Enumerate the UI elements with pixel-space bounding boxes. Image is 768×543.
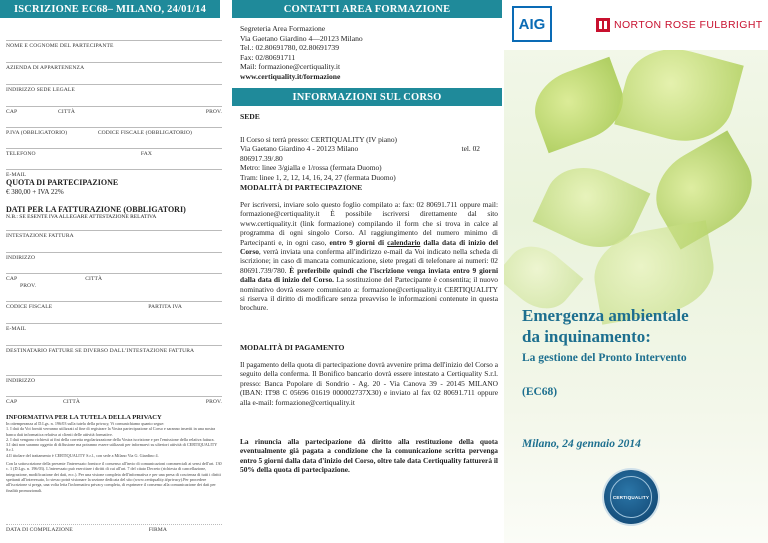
- course-date: Milano, 24 gennaio 2014: [522, 438, 641, 450]
- cover-title-line-1: Emergenza ambientale: [522, 306, 689, 325]
- participation-text: Per iscriversi, inviare solo questo foglio compilato a: fax: 02 80691.711 oppure mail: formazione@certiquality.it È possibile iscriversi direttamente dal sito www.certiquality.it (link formazione) compilando il form che si trova in calce al programma di ogni singolo Corso. Al raggiungimento del numero minimo di Partecipanti e, in ogni caso, entro 9 giorni di calendario dalla data di inizio del Corso, verrà inviata una conferma all'indirizzo e-mail da Voi indicato nella scheda di iscrizione; in caso di mancata comunicazione, siete pregati di telefonare ai numeri: 02 80691.739/780. È preferibile quindi che l'iscrizione venga inviata entro 9 giorni dalla data di inizio del Corso. La sostituzione del Partecipante è consentita; il nuovo nominativo dovrà essere comunicato a: formazione@certiquality.it CERTIQUALITY si riserva il diritto di modificare senza preavviso le informazioni contenute in questa brochure.: [240, 200, 498, 313]
- email-field[interactable]: E-MAIL: [6, 155, 222, 178]
- course-code: (EC68): [522, 386, 558, 398]
- recipient-cap-city-field[interactable]: CAP CITTÀ PROV.: [6, 382, 222, 405]
- nrf-logo: NORTON ROSE FULBRIGHT: [596, 18, 763, 32]
- privacy-line-5: 4.Il titolare del trattamento è CERTIQUALITY S.r.l., con sede a Milano Via G. Giardino 4.: [6, 452, 159, 458]
- course-info-header: INFORMAZIONI SUL CORSO: [232, 88, 502, 106]
- course-info-column: [228, 0, 504, 543]
- participant-name-field[interactable]: NOME E COGNOME DEL PARTECIPANTE: [6, 26, 222, 49]
- privacy-section: [6, 414, 222, 493]
- company-field[interactable]: AZIENDA DI APPARTENENZA: [6, 48, 222, 71]
- cap-city-prov-field[interactable]: CAP CITTÀ PROV.: [6, 92, 222, 115]
- fee-value: € 380,00 + IVA 22%: [6, 188, 64, 196]
- privacy-line-4: 3.I dati non saranno oggetto di diffusione ma potranno essere utilizzati per informarvi su ulteriori attività di CERTIQUALITY S.r.l.: [6, 442, 218, 453]
- cover-subtitle: La gestione del Pronto Intervento: [522, 352, 687, 364]
- cover-title: [522, 305, 689, 347]
- cover-column: [504, 0, 768, 543]
- certiquality-seal-icon: CERTIQUALITY: [604, 470, 658, 524]
- venue-title: SEDE: [240, 112, 260, 121]
- privacy-line-2: 1. I dati da Voi forniti verranno utilizzati al fine di registrare la Vostra partecipazione al Corso e saranno inseriti in una nostra banca dati informatica relativa ai clienti delle attività formative.: [6, 426, 216, 437]
- venue-tram: Tram: linee 1, 2, 12, 14, 16, 24, 27 (fermata Duomo): [240, 172, 396, 182]
- contact-phone: Tel.: 02.80691780, 02.80691739: [240, 43, 340, 53]
- venue-phone-number: 806917.39/.80: [240, 153, 283, 163]
- registration-header: ISCRIZIONE EC68– MILANO, 24/01/14: [0, 0, 220, 18]
- date-signature-field[interactable]: DATA DI COMPILAZIONE FIRMA: [6, 510, 222, 533]
- venue-line-1: Il Corso si terrà presso: CERTIQUALITY (IV piano): [240, 135, 397, 144]
- payment-title: MODALITÀ DI PAGAMENTO: [240, 343, 345, 352]
- privacy-line-3: 2. I dati vengono richiesti ai fini della corretta regolarizzazione della Vostra iscrizione e per l'emissione della relativa fattura.: [6, 436, 215, 442]
- cancellation-text: La rinuncia alla partecipazione dà diritto alla restituzione della quota eventualmente già pagata a condizione che la comunicazione scritta pervenga entro 5 giorni dalla data d'inizio del Corso, oltre tale data Certiquality fatturerà il 50% della quota di partecipazione.: [240, 437, 498, 475]
- recipient-address-field[interactable]: INDIRIZZO: [6, 361, 222, 384]
- fee-section: [6, 178, 118, 196]
- contacts-header: CONTATTI AREA FORMAZIONE: [232, 0, 502, 18]
- privacy-line-1: In ottemperanza al D.Lgs. n. 196/03 sulla tutela della privacy, Vi comunichiamo quanto segue:: [6, 421, 165, 426]
- contact-mail: Mail: formazione@certiquality.it: [240, 62, 341, 72]
- cancellation-section: [240, 437, 498, 475]
- billing-cf-vat-field[interactable]: CODICE FISCALE PARTITA IVA: [6, 287, 222, 310]
- payment-text: Il pagamento della quota di partecipazione dovrà avvenire prima dell'inizio del Corso a seguito della conferma. Il Bonifico bancario dovrà essere intestato a Certiquality S.r.l. presso: Banca Popolare di Sondrio - Ag. 20 - Via Canova 39 - 20145 MILANO (IBAN: IT98 C 05696 01619 000002737X30) e inviato al fax 02 80691.711 oppure alla e-mail: formazione@certiquality.it: [240, 360, 498, 407]
- vat-cf-field[interactable]: P.IVA (OBBLIGATORIO) CODICE FISCALE (OBBLIGATORIO): [6, 113, 222, 136]
- legal-address-field[interactable]: INDIRIZZO SEDE LEGALE: [6, 70, 222, 93]
- contact-address: Via Gaetano Giardino 4—20123 Milano: [240, 33, 363, 43]
- billing-note: N.B.: SE ESENTE IVA ALLEGARE ATTESTAZIONE RELATIVA: [6, 214, 157, 220]
- nrf-mark-icon: [596, 18, 610, 32]
- venue-metro: Metro: linee 3/gialla e 1/rossa (fermata Duomo): [240, 163, 382, 173]
- contacts-block: [240, 24, 363, 82]
- billing-email-field[interactable]: E-MAIL: [6, 309, 222, 332]
- payment-section: [240, 343, 498, 407]
- phone-fax-field[interactable]: TELEFONO FAX: [6, 134, 222, 157]
- billing-address-field[interactable]: INDIRIZZO: [6, 238, 222, 261]
- venue-tel-label: tel. 02: [461, 144, 480, 154]
- aig-logo: AIG: [512, 6, 552, 42]
- billing-title: DATI PER LA FATTURAZIONE (OBBLIGATORI): [6, 205, 186, 214]
- cover-title-line-2: da inquinamento:: [522, 327, 651, 346]
- registration-form-column: [0, 0, 228, 543]
- fee-title: QUOTA DI PARTECIPAZIONE: [6, 178, 119, 187]
- venue-line-2: Via Gaetano Giardino 4 - 20123 Milano: [240, 144, 359, 154]
- venue-section: [240, 112, 498, 182]
- privacy-title: INFORMATIVA PER LA TUTELA DELLA PRIVACY: [6, 414, 162, 421]
- contact-fax: Fax: 02/80691711: [240, 52, 296, 62]
- participation-title: MODALITÀ DI PARTECIPAZIONE: [240, 183, 363, 192]
- participation-section: [240, 183, 498, 313]
- contact-office: Segreteria Area Formazione: [240, 24, 326, 33]
- billing-cap-city-field[interactable]: CAP CITTÀ PROV.: [6, 259, 222, 289]
- contact-website[interactable]: www.certiquality.it/formazione: [240, 71, 341, 81]
- privacy-consent-text: Con la sottoscrizione della presente l'interessato fornisce il consenso all'invio di comunicazioni commerciali ai sensi dell'art. 130 c. 1 (D.Lgs. n. 196/03). L'interessato può esercitare i diritti di cui all'art. 7 del citato Decreto (richiesta di cancellazione, integrazione, modificazione dei dati, ecc.). Per una visione completa dell'informativa e per una presa di coscienza di tutti i diritti spettanti all'interessato, lo stesso potrà visionare la sezione dedicata del sito (www.certiquality.it/privacy).Per procedere all'iscrizione si prega, una volta letta l'informativa privacy completa, di esprimere il consenso alla comunicazione dei dati per finalità promozionali.: [6, 461, 222, 493]
- invoice-recipient-field[interactable]: DESTINATARIO FATTURE SE DIVERSO DALL’INTESTAZIONE FATTURA: [6, 331, 222, 354]
- invoice-name-field[interactable]: INTESTAZIONE FATTURA: [6, 216, 222, 239]
